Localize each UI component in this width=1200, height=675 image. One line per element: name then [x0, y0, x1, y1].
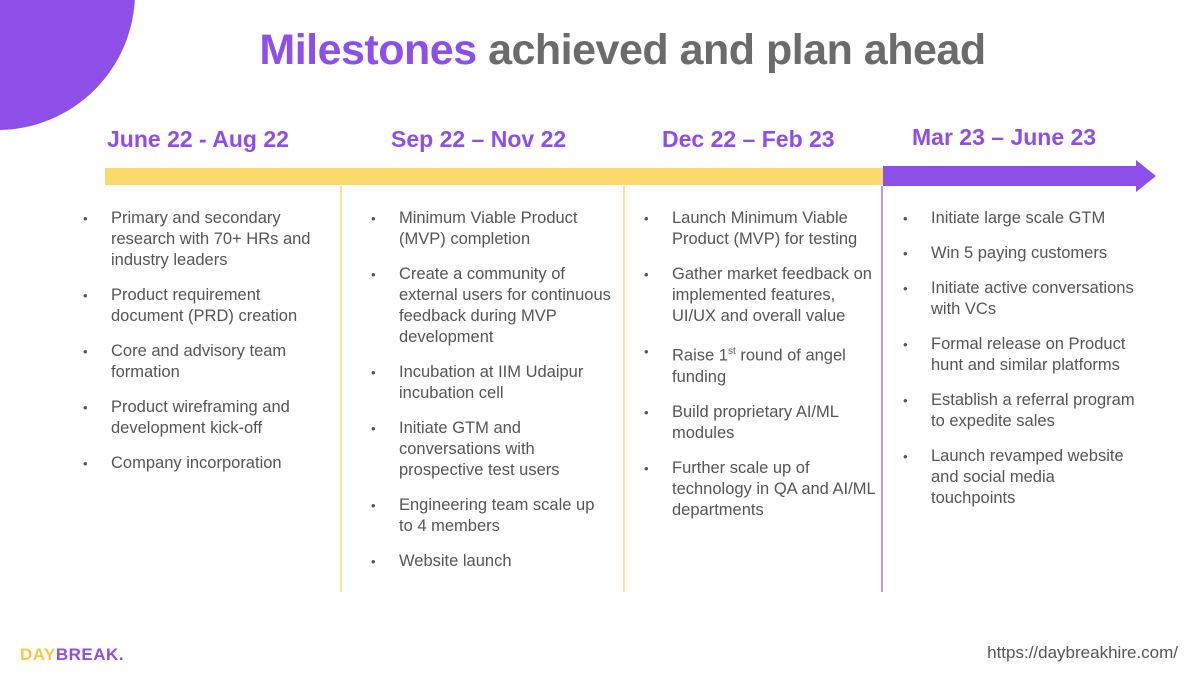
- milestone-item: • Formal release on Product hunt and similar platforms: [903, 334, 1143, 376]
- milestone-item: • Product wireframing and development kick-off: [83, 397, 328, 439]
- timeline-bar-planned: [883, 166, 1138, 186]
- column-divider: [340, 186, 342, 592]
- milestone-item: • Initiate active conversations with VCs: [903, 278, 1143, 320]
- ordinal-suffix: st: [727, 346, 736, 357]
- milestone-item: • Initiate GTM and conversations with prospective test users: [371, 418, 611, 481]
- milestone-item: • Incubation at IIM Udaipur incubation cell: [371, 362, 611, 404]
- period-label-3: Dec 22 – Feb 23: [662, 126, 835, 152]
- milestone-item: • Gather market feedback on implemented features, UI/UX and overall value: [644, 264, 882, 327]
- milestone-text: Raise 1: [672, 346, 728, 365]
- milestone-item: • Win 5 paying customers: [903, 243, 1143, 264]
- daybreak-logo: [20, 645, 124, 665]
- milestones-list-period-2: [371, 208, 611, 586]
- logo-day: DAY: [20, 645, 56, 664]
- milestone-item: • Core and advisory team formation: [83, 341, 328, 383]
- timeline-bar-completed: [105, 168, 883, 185]
- milestone-item: • Company incorporation: [83, 453, 328, 474]
- page-title: [0, 26, 1200, 75]
- milestones-list-period-1: [83, 208, 328, 488]
- milestone-item: • Primary and secondary research with 70+ HRs and industry leaders: [83, 208, 328, 271]
- milestone-item: • Launch revamped website and social media touchpoints: [903, 446, 1143, 509]
- milestone-item: [644, 341, 882, 388]
- plan-list-period-4: [903, 208, 1143, 523]
- title-rest: achieved and plan ahead: [476, 26, 986, 74]
- column-divider: [623, 186, 625, 592]
- milestone-text: round of angel funding: [672, 346, 846, 386]
- milestone-item: • Product requirement document (PRD) creation: [83, 285, 328, 327]
- milestone-item: • Website launch: [371, 551, 611, 572]
- milestone-item: • Launch Minimum Viable Product (MVP) for testing: [644, 208, 882, 250]
- period-label-1: June 22 - Aug 22: [107, 126, 289, 152]
- milestone-item: • Engineering team scale up to 4 members: [371, 495, 611, 537]
- website-url[interactable]: https://daybreakhire.com/: [987, 643, 1178, 662]
- logo-break: BREAK.: [55, 645, 125, 664]
- milestone-item: • Create a community of external users for continuous feedback during MVP development: [371, 264, 611, 348]
- milestone-item: • Initiate large scale GTM: [903, 208, 1143, 229]
- milestones-list-period-3: [644, 208, 882, 535]
- milestone-item: • Build proprietary AI/ML modules: [644, 402, 882, 444]
- period-label-4: Mar 23 – June 23: [912, 124, 1097, 150]
- period-label-2: Sep 22 – Nov 22: [391, 126, 567, 152]
- milestone-item: • Establish a referral program to expedite sales: [903, 390, 1143, 432]
- milestone-item: • Minimum Viable Product (MVP) completion: [371, 208, 611, 250]
- title-highlight: Milestones: [259, 26, 477, 74]
- milestone-item: • Further scale up of technology in QA and AI/ML departments: [644, 458, 882, 521]
- timeline-arrow-icon: [1136, 160, 1156, 192]
